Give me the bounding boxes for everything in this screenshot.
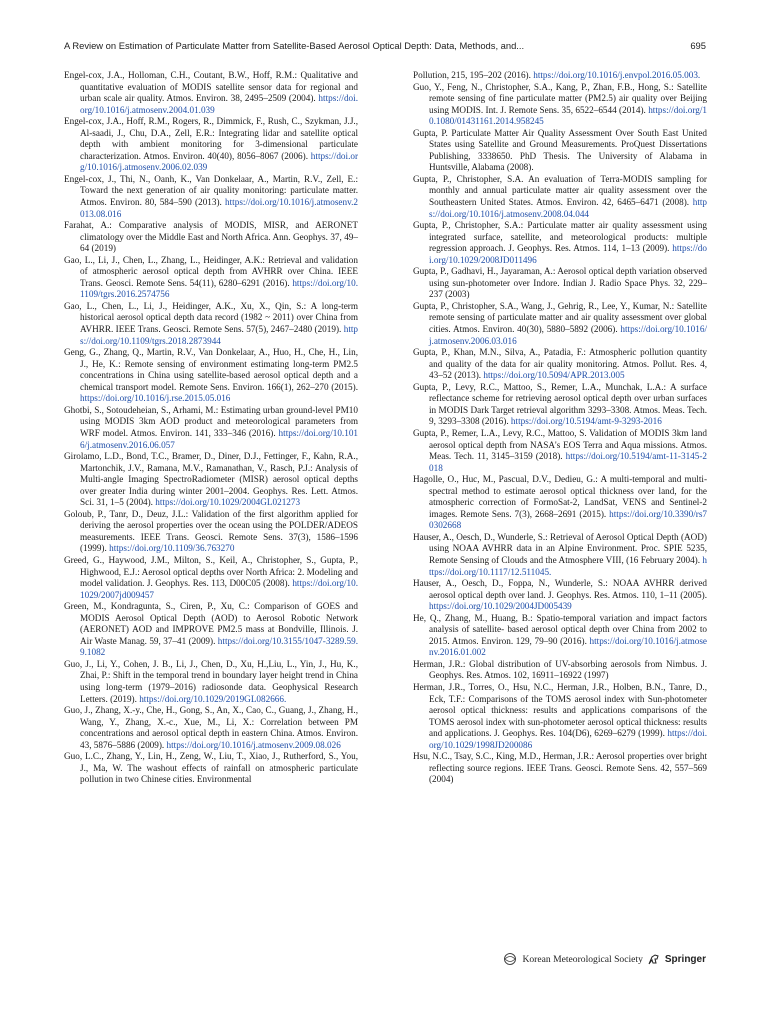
society-logo-icon (502, 952, 518, 966)
running-title: A Review on Estimation of Particulate Matter from Satellite-Based Aerosol Optical Depth: Data, Methods, and... (64, 40, 525, 51)
page-number: 695 (690, 40, 706, 51)
reference-entry (413, 220, 707, 266)
doi-link[interactable]: https://doi.org/10.1080/01431161.2014.958245 (429, 104, 707, 127)
reference-entry (413, 82, 707, 128)
page-footer (496, 950, 706, 968)
reference-entry (413, 682, 707, 751)
reference-text: Gupta, P., Khan, M.N., Silva, A., Patadia, F.: Atmospheric pollution quantity and quality of the data for air quality monitoring. Atmos. Pollut. Res. 4, 43–52 (2013). (413, 347, 707, 381)
doi-link[interactable]: https://doi.org/10.1016/j.envpol.2016.05.003. (533, 70, 701, 80)
doi-link[interactable]: https://doi.org/10.1016/j.atmosenv.2009.08.026 (166, 739, 341, 750)
reference-entry (64, 116, 358, 174)
doi-link[interactable]: https://doi.org/10.1029/2008JD011496 (429, 243, 707, 265)
reference-text: Goloub, P., Tanr, D., Deuz, J.L.: Validation of the first algorithm applied for deriving the aerosol properties over the ocean using the POLDER/ADEOS measurements. IEEE Trans. Geosci. Remote Sens. 37(3), 1586–1596 (1999). (64, 508, 358, 554)
reference-text: Gupta, P., Christopher, S.A. An evaluation of Terra-MODIS sampling for monthly and annual particulate matter air quality assessment over the Southeastern United States. Atmos. Environ. 42, 6465–6471 (2008). (413, 173, 707, 208)
reference-entry (64, 555, 358, 601)
reference-entry (64, 751, 358, 786)
doi-link[interactable]: https://doi.org/10.1016/j.atmosenv.2006.02.039 (80, 150, 359, 173)
reference-entry (64, 347, 358, 405)
doi-link[interactable]: https://doi.org/10.1016/j.atmosenv.2004.01.039 (80, 93, 358, 115)
reference-text: Engel-cox, J.A., Hoff, R.M., Rogers, R., Dimmick, F., Rush, C., Szykman, J.J., Al-saadi, J., Chu, D.A., Zell, E.R.: Integrating lidar and satellite optical depth with ambient monitoring for 3-dimensional particulate characterization. Atmos. Environ. 40(40), 8056–8067 (2006). (64, 116, 358, 161)
reference-entry (413, 532, 707, 578)
reference-text: Farahat, A.: Comparative analysis of MODIS, MISR, and AERONET climatology over the Middle East and North Africa. Ann. Geophys. 37, 49–64 (2019) (64, 220, 358, 254)
reference-text: Pollution, 215, 195–202 (2016). (413, 70, 531, 80)
reference-text: Hsu, N.C., Tsay, S.C., King, M.D., Herman, J.R.: Aerosol properties over bright reflecting source regions. IEEE Trans. Geosci. Remote Sens. 42, 557–569 (2004) (413, 751, 707, 785)
reference-entry (64, 174, 358, 220)
reference-entry (64, 601, 358, 659)
reference-entry (413, 751, 707, 786)
doi-link[interactable]: https://doi.org/10.1029/1998JD200086 (429, 728, 707, 750)
doi-link[interactable]: https://doi.org/10.1109/tgrs.2016.2574756 (80, 277, 359, 300)
reference-text: Gao, L., Li, J., Chen, L., Zhang, L., Heidinger, A.K.: Retrieval and validation of atmospheric aerosol optical depth from AVHRR over China. IEEE Trans. Geosci. Remote Sens. 54(11), 6280–6291 (2016). (64, 254, 358, 288)
reference-text: Green, M., Kondragunta, S., Ciren, P., Xu, C.: Comparison of GOES and MODIS Aerosol Optical Depth (AOD) to Aerosol Robotic Network (AERONET) AOD and IMPROVE PM2.5 mass at Bondville, Illinois. J. Air Waste Manag. 59, 37–41 (2009). (64, 601, 358, 646)
reference-entry (413, 428, 707, 474)
reference-entry (413, 474, 707, 532)
page-header (64, 40, 706, 56)
doi-link[interactable]: https://doi.org/10.1109/tgrs.2018.2873944 (80, 324, 359, 346)
reference-entry (413, 128, 707, 174)
reference-text: Guo, J., Zhang, X.-y., Che, H., Gong, S., An, X., Cao, C., Guang, J., Zhang, H., Wang, Y., Zhang, X.-c., Xue, M., Li, X.: Correlation between PM concentrations and aerosol optical depth in eastern China. Atmos. Environ. 43, 5876–5886 (2009). (64, 705, 358, 750)
reference-entry (413, 174, 707, 220)
reference-text: Gupta, P., Christopher, S.A.: Particulate matter air quality assessment using integrated surface, satellite, and meteorological products: multiple regression approach. J. Geophys. Res. Atmos. 114, 1–13 (2009). (413, 220, 707, 254)
reference-entry (413, 70, 707, 82)
doi-link[interactable]: https://doi.org/10.3390/rs70302668 (429, 508, 707, 531)
doi-link[interactable]: https://doi.org/10.1029/2019GL082666. (139, 693, 287, 704)
reference-text: Gupta, P., Levy, R.C., Mattoo, S., Remer, L.A., Munchak, L.A.: A surface reflectance scheme for retrieving aerosol optical depth over urban surfaces in MODIS Dark Target retrieval algorithm 3293–3308. Atmos. Meas. Tech. 9, 3293–3308 (2016). (413, 381, 707, 427)
springer-horse-icon (647, 952, 661, 966)
reference-entry (64, 405, 358, 451)
reference-entry (413, 301, 707, 347)
reference-entry (413, 578, 707, 613)
reference-text: Girolamo, L.D., Bond, T.C., Bramer, D., Diner, D.J., Fettinger, F., Kahn, R.A., Martonchik, J.V., Ramana, M.V., Ramanathan, V., Rasch, P.J.: Analysis of Multi-angle Imaging SpectroRadiometer (MISR) aerosol optical depths over greater India during winter 2001–2004. Geophys. Res. Lett. Atmos. Sci. 31, 1–5 (2004). (64, 451, 358, 508)
reference-column-left (64, 70, 358, 786)
publisher-name: Springer (664, 953, 706, 965)
reference-text: Gupta, P., Gadhavi, H., Jayaraman, A.: Aerosol optical depth variation observed using sun-photometer over Indore. Indian J. Radio Space Phys. 32, 229–237 (2003) (413, 266, 707, 300)
doi-link[interactable]: https://doi.org/10.1029/2004JD005439 (429, 601, 572, 612)
reference-entry (413, 613, 707, 659)
reference-text: Engel-cox, J., Thi, N., Oanh, K., Van Donkelaar, A., Martin, R.V., Zell, E.: Toward the next generation of air quality monitoring: particulate matter. Atmos. Environ. 80, 584–590 (2013). (64, 173, 358, 208)
reference-text: Herman, J.R.: Global distribution of UV-absorbing aerosols from Nimbus. J. Geophys. Res. Atmos. 102, 16911–16922 (1997) (413, 658, 707, 681)
reference-entry (413, 347, 707, 382)
reference-text: Geng, G., Zhang, Q., Martin, R.V., Van Donkelaar, A., Huo, H., Che, H., Lin, J., He, K.: Remote sensing of environment estimating long-term PM2.5 concentrations in China using satellite-based aerosol optical depth and a chemical transport model. Remote Sens. Environ. 166(1), 262–270 (2015). (64, 347, 358, 392)
reference-entry (64, 301, 358, 347)
reference-text: Gupta, P. Particulate Matter Air Quality Assessment Over South East United States using Satellite and Ground Measurements. ProQuest Dissertations Publishing, 3338650. PhD Thesis. The University of Alabama in Huntsville, Alabama (2008). (413, 127, 707, 173)
reference-text: Ghotbi, S., Sotoudeheian, S., Arhami, M.: Estimating urban ground-level PM10 using MODIS 3km AOD product and meteorological parameters from WRF model. Atmos. Environ. 141, 333–346 (2016). (64, 404, 358, 438)
reference-entry (64, 659, 358, 705)
doi-link[interactable]: https://doi.org/10.1016/j.atmosenv.2013.08.016 (80, 197, 358, 219)
reference-text: Hagolle, O., Huc, M., Pascual, D.V., Dedieu, G.: A multi-temporal and multi-spectral method to estimate aerosol optical thickness over land, for the atmospheric correction of FormoSat-2, LandSat, VENS and Sentinel-2 images. Remote Sens. 7(3), 2668–2691 (2015). (413, 474, 707, 519)
doi-link[interactable]: https://doi.org/10.5194/amt-11-3145-2018 (429, 451, 708, 473)
reference-text: Gupta, P., Remer, L.A., Levy, R.C., Mattoo, S. Validation of MODIS 3km land aerosol optical depth from NASA's EOS Terra and Aqua missions. Atmos. Meas. Tech. 11, 3145–3159 (2018). (413, 427, 707, 462)
reference-text: Hauser, A., Oesch, D., Wunderle, S.: Retrieval of Aerosol Optical Depth (AOD) using NOAA AVHRR data in an Alpine Environment. Proc. SPIE 5235, Remote Sensing of Clouds and the Atmosphere VIII, (16 February 2004). (413, 531, 707, 565)
doi-link[interactable]: https://doi.org/10.3155/1047-3289.59.9.1082 (80, 635, 358, 658)
reference-text: Gao, L., Chen, L., Li, J., Heidinger, A.K., Xu, X., Qin, S.: A long-term historical aerosol optical depth data record (1982 ~ 2011) over China from AVHRR. IEEE Trans. Geosci. Remote Sens. 57(5), 2467–2480 (2019). (64, 300, 358, 335)
doi-link[interactable]: https://doi.org/10.1029/2007jd009457 (80, 578, 358, 600)
doi-link[interactable]: https://doi.org/10.1016/j.atmosenv.2006.03.016 (429, 324, 707, 346)
doi-link[interactable]: https://doi.org/10.5194/amt-9-3293-2016 (510, 416, 662, 427)
reference-text: Gupta, P., Christopher, S.A., Wang, J., Gehrig, R., Lee, Y., Kumar, N.: Satellite remote sensing of particulate matter and air quality assessment over global cities. Atmos. Environ. 40(30), 5880–5892 (2006). (413, 300, 707, 335)
doi-link[interactable]: https://doi.org/10.1016/j.rse.2015.05.016 (80, 393, 231, 404)
reference-text: He, Q., Zhang, M., Huang, B.: Spatio-temporal variation and impact factors analysis of satellite- based aerosol optical depth over China from 2002 to 2015. Atmos. Environ. 129, 79–90 (2016). (413, 612, 707, 646)
reference-entry (64, 220, 358, 255)
reference-entry (64, 451, 358, 509)
doi-link[interactable]: https://doi.org/10.1016/j.atmosenv.2016.01.002 (429, 635, 707, 658)
reference-entry (64, 70, 358, 116)
doi-link[interactable]: https://doi.org/10.1016/j.atmosenv.2016.06.057 (80, 427, 359, 450)
doi-link[interactable]: https://doi.org/10.1029/2004GL021273 (155, 497, 301, 508)
reference-column-right (413, 70, 707, 786)
reference-text: Guo, Y., Feng, N., Christopher, S.A., Kang, P., Zhan, F.B., Hong, S.: Satellite remote sensing of fine particulate matter (PM2.5) air quality over Beijing using MODIS. Int. J. Remote Sens. 35, 6522–6544 (2014). (413, 81, 707, 115)
reference-entry (64, 509, 358, 555)
reference-entry (413, 382, 707, 428)
reference-text: Guo, J., Li, Y., Cohen, J. B., Li, J., Chen, D., Xu, H.,Liu, L., Yin, J., Hu, K., Zhai, P.: Shift in the temporal trend in boundary layer height trend in China using long-term (1979–2016) radiosonde data. Geophysical Research Letters. (2019). (64, 658, 358, 704)
doi-link[interactable]: https://doi.org/10.1117/12.511045. (429, 554, 708, 577)
doi-link[interactable]: https://doi.org/10.1109/36.763270 (109, 543, 235, 554)
reference-text: Greed, G., Haywood, J.M., Milton, S., Keil, A., Christopher, S., Gupta, P., Highwood, E.J.: Aerosol optical depths over North Africa: 2. Modeling and model validation. J. Geophys. Res. 113, D00C05 (2008). (64, 554, 358, 589)
reference-text: Herman, J.R., Torres, O., Hsu, N.C., Herman, J.R., Holben, B.N., Tanre, D., Eck, T.F.: Comparisons of the TOMS aerosol index with Sun-photometer aerosol optical thickness: results and applications comparisons of the TOMS aerosol index with sun-photometer aerosol optical thickness: results and applications. J. Geophys. Res. 104(D6), 6269–6279 (1999). (413, 681, 707, 739)
reference-text: Hauser, A., Oesch, D., Foppa, N., Wunderle, S.: NOAA AVHRR derived aerosol optical depth over land. J. Geophys. Res. Atmos. 110, 1–11 (2005). (413, 578, 707, 600)
reference-entry (64, 255, 358, 301)
doi-link[interactable]: https://doi.org/10.5094/APR.2013.005 (483, 370, 625, 381)
society-name: Korean Meteorological Society (522, 953, 643, 965)
reference-text: Guo, L.C., Zhang, Y., Lin, H., Zeng, W., Liu, T., Xiao, J., Rutherford, S., You, J., Ma, W. The washout effects of rainfall on atmospheric particulate pollution in two Chinese cities. Environmental (64, 751, 358, 785)
reference-text: Engel-cox, J.A., Holloman, C.H., Coutant, B.W., Hoff, R.M.: Qualitative and quantitative evaluation of MODIS satellite sensor data for regional and urban scale air quality. Atmos. Environ. 38, 2495–2509 (2004). (64, 70, 358, 104)
reference-entry (413, 266, 707, 301)
reference-entry (413, 659, 707, 682)
reference-entry (64, 705, 358, 751)
doi-link[interactable]: https://doi.org/10.1016/j.atmosenv.2008.04.044 (429, 197, 708, 219)
